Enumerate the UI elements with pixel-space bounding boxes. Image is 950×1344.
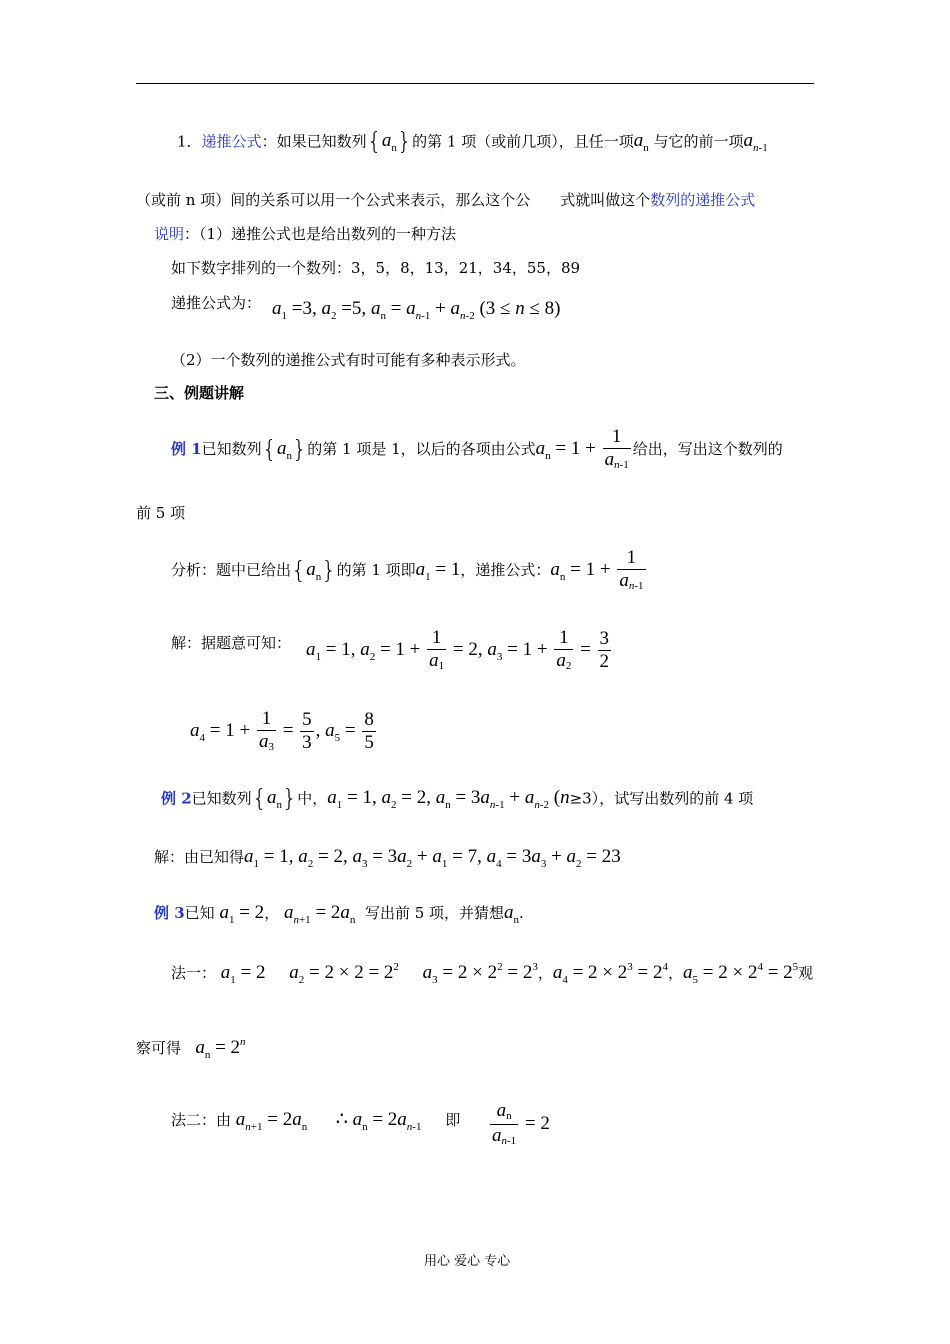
item-number: 1． [177, 132, 202, 151]
def-text-2: 的第 1 项（或前几项），且任一项 [412, 132, 634, 151]
math-an-1: $a_{n-1}$ [743, 130, 768, 155]
ex2-text-2: 中， [297, 789, 328, 808]
note-text-1: ：（1）递推公式也是给出数列的一种方法 [184, 225, 457, 243]
term-recursive-formula: 递推公式 [201, 132, 262, 151]
method-1-line: 法一： $a_1 = 2$ $a_2 = 2 \times 2 = 2^2$ $a_3 = 2 \times 2^2 = 2^3$，$a_4 = 2 \times 2^3 = 2^4$，$a_5 = 2 \times 2^4 = 2^5$观 [171, 961, 814, 986]
solution-label: 解：据题意可知： [171, 634, 292, 652]
note-label: 说明 [154, 225, 185, 243]
section-title: 三、例题讲解 [154, 384, 245, 402]
example-1-label: 例 1 [171, 439, 202, 458]
analysis-line: 分析：题中已给出$\{a_n\}$的第 1 项即$a_1 = 1$，递推公式：$a_n = 1$ + $\frac{1}{an-1}$ [171, 547, 644, 592]
example-2-label: 例 2 [161, 789, 192, 808]
method-2-line: 法二：由 $a_{n+1} = 2a_n$ ∴ $a_n = 2a_{n-1}$ 即 [171, 1109, 461, 1133]
method-2-label: 法二：由 [171, 1111, 232, 1129]
def-text-1: ：如果已知数列 [261, 132, 367, 151]
example-3-label: 例 3 [154, 904, 185, 922]
sequence-line: 如下数字排列的一个数列：3，5，8，13，21，34，55，89 [171, 259, 581, 277]
method-2-ji: 即 [445, 1111, 461, 1129]
ex1-text-4: 前 5 项 [136, 504, 186, 522]
ex3-text-1: 已知 [184, 904, 215, 922]
analysis-text-3: ，递推公式： [460, 560, 551, 579]
seq-notation: $\{a_n\}$ [366, 128, 413, 156]
solution-formula-2: $a_4 = 1$ + $\frac{1}{a3}$ = $\frac{5}{3}$ , $a_5$ = $\frac{8}{5}$ [190, 708, 374, 753]
term-seq-recursive-formula: 数列的递推公式 [650, 191, 756, 209]
note-text-2: （2）一个数列的递推公式有时可能有多种表示形式。 [171, 351, 526, 369]
solution-formula-1: $a_1 = 1$, $a_2 = 1$ + $\frac{1}{a1}$ = 2, $a_3 = 1$ + $\frac{1}{a2}$ = $\frac{3}{2}$ [306, 627, 610, 672]
example-1-line-1: 例 1已知数列$\{a_n\}$的第 1 项是 1，以后的各项由公式$a_n = 1$ + $\frac{1}{an-1}$ 给出，写出这个数列的 [171, 426, 783, 471]
header-rule [136, 83, 814, 84]
method-1-tail: 观 [798, 964, 814, 982]
page-footer: 用心 爱心 专心 [424, 1254, 511, 1269]
example-3-line: 例 3已知 $a_1 = 2$， $a_{n+1} = 2a_n$ 写出前 5 项，并猜想$a_n$. [154, 902, 524, 926]
ex2-solution-label: 解：由已知得 [154, 848, 245, 866]
note-line [154, 223, 456, 244]
ex2-text-3: ，试写出数列的前 4 项 [599, 789, 754, 808]
ex1-text-1: 已知数列 [201, 439, 262, 458]
definition-line-2 [136, 189, 755, 210]
definition-line-1 [177, 128, 768, 156]
ex3-text-2: 写出前 5 项，并猜想 [364, 904, 505, 922]
analysis-text-2: 的第 1 项即 [336, 560, 416, 579]
example-2-line: 例 2已知数列$\{a_n\}$中，$a_1 = 1$, $a_2 = 2$, $a_n = 3a_{n-1} + a_{n-2}$ (n≥3），试写出数列的前 4 项 [161, 785, 754, 813]
example-2-solution: 解：由已知得$a_1 = 1$, $a_2 = 2$, $a_3 = 3a_2 + a_1 = 7$, $a_4 = 3a_3 + a_2 = 23$ [154, 846, 621, 870]
method-2-fraction: $\frac{an}{an-1}$ = 2 [492, 1100, 550, 1147]
def-text-4: （或前 n 项）间的关系可以用一个公式来表示，那么这个公 式就叫做这个 [136, 191, 651, 209]
formula-label: 递推公式为： [171, 294, 262, 312]
math-an: $a_n$ [633, 130, 649, 155]
ex2-condition: ≥3） [569, 789, 600, 808]
ex1-text-3: 给出，写出这个数列的 [632, 439, 783, 458]
method-1-conclusion: 察可得 $a_n = 2^n$ [136, 1036, 246, 1061]
recursive-formula: $a_1 =3$, $a_2 =5$, $a_n = a_{n-1} + a_{n-2}$ (3 ≤ n ≤ 8) [272, 298, 561, 322]
def-text-3: 与它的前一项 [653, 132, 744, 151]
analysis-text-1: 分析：题中已给出 [171, 560, 292, 579]
ex1-text-2: 的第 1 项是 1，以后的各项由公式 [307, 439, 536, 458]
ex2-text-1: 已知数列 [191, 789, 252, 808]
method-1-label: 法一： [171, 964, 217, 982]
method-1-text: 察可得 [136, 1039, 182, 1057]
